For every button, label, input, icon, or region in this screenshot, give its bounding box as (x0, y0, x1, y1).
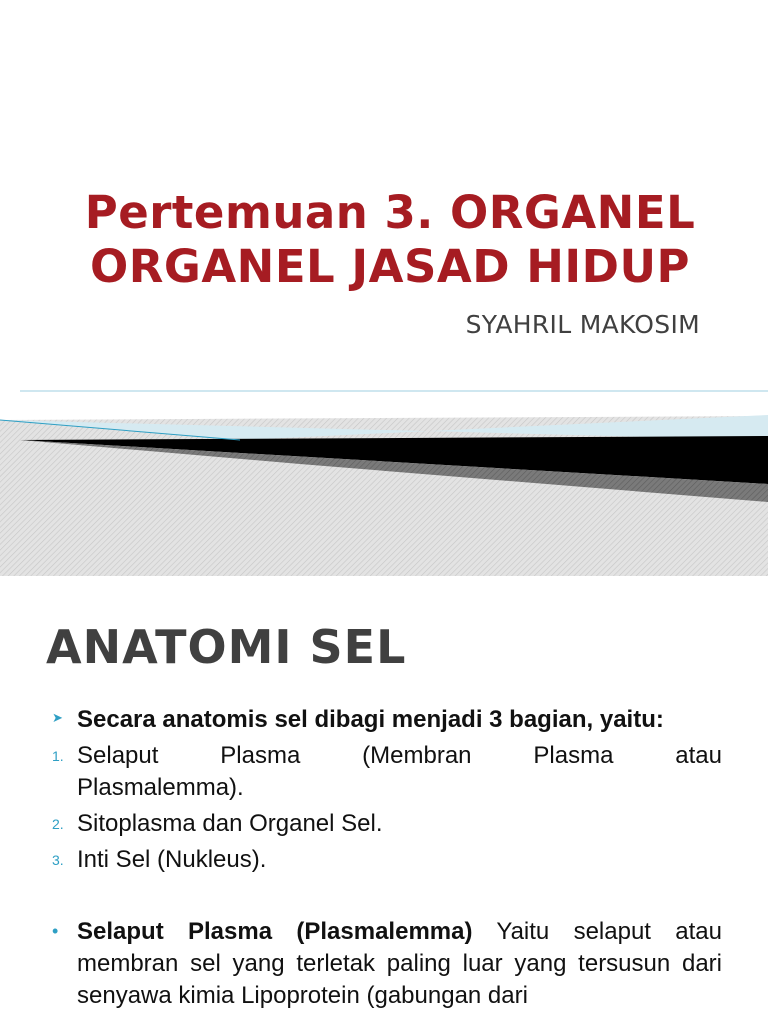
decorative-banner (0, 380, 768, 576)
bullet-bold-term: Selaput Plasma (Plasmalemma) (77, 918, 473, 945)
list-text: Sitoplasma dan Organel Sel. (77, 810, 383, 837)
bullet-item (52, 916, 722, 1012)
slide-body (52, 704, 722, 1012)
list-number: 1. (52, 748, 64, 764)
list-number: 3. (52, 852, 64, 868)
slide-title: Pertemuan 3. ORGANEL ORGANEL JASAD HIDUP (84, 186, 696, 293)
dot-bullet-icon: • (52, 921, 59, 941)
list-item (52, 808, 722, 840)
list-item (52, 740, 722, 804)
content-slide (0, 580, 768, 1024)
list-text: Inti Sel (Nukleus). (77, 846, 267, 873)
list-text-line: Plasmalemma). (77, 774, 244, 801)
intro-item (52, 704, 722, 736)
list-item (52, 844, 722, 876)
slide-subtitle: SYAHRIL MAKOSIM (465, 310, 700, 339)
arrow-bullet-icon: ➤ (52, 710, 63, 725)
list-text-line: Selaput Plasma (Membran Plasma atau (77, 742, 722, 769)
intro-text: Secara anatomis sel dibagi menjadi 3 bagian, yaitu: (77, 706, 664, 733)
list-number: 2. (52, 816, 64, 832)
section-title: ANATOMI SEL (46, 620, 407, 674)
bullet-text (77, 916, 722, 1012)
bullet-description: Yaitu selaput atau membran sel yang terletak paling luar yang tersusun dari senyawa kimia Lipoprotein (gabungan dari (77, 918, 723, 1009)
